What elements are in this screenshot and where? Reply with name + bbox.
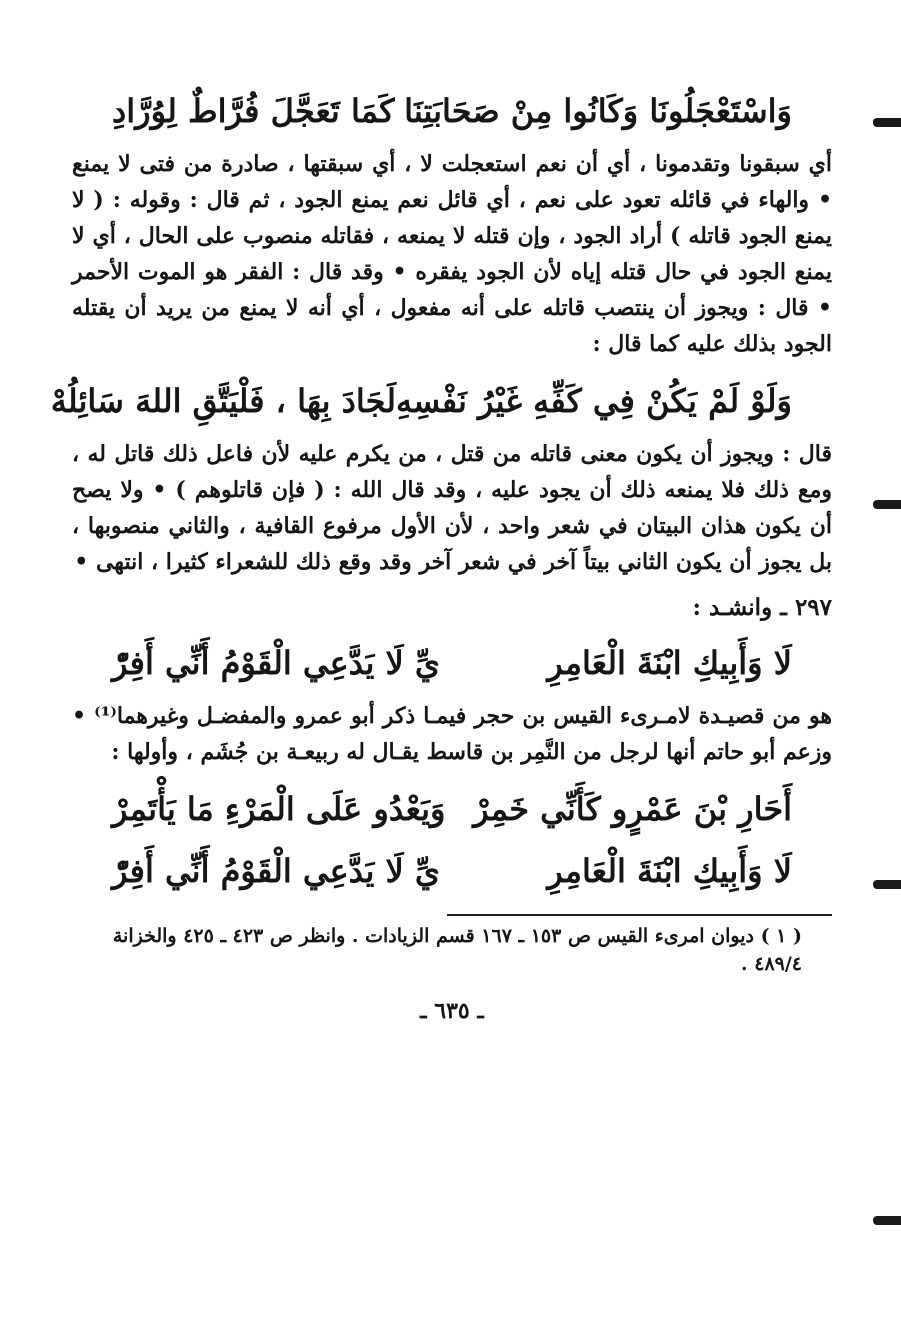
verse-first-hemistich: وَلَوْ لَمْ يَكُنْ فِي كَفِّهِ غَيْرُ نَفْسِهِ bbox=[396, 382, 792, 420]
commentary-paragraph: هو من قصيـدة لامـرىء القيس بن حجر فيمـا ذكر أبو عمرو والمفضـل وغيرهما⁽¹⁾ • وزعم أبو حاتم أنها لرجل من النَّمِر بن قاسط يقـال له ربيعـة بن جُشَم ، وأولها : bbox=[72, 703, 832, 765]
verse-line bbox=[72, 840, 832, 902]
verse-second-hemistich: يِّ لَا يَدَّعِي الْقَوْمُ أَنِّي أَفِرّْ bbox=[112, 852, 440, 890]
margin-mark bbox=[873, 118, 901, 127]
footnote-divider bbox=[447, 914, 832, 916]
verse-second-hemistich: كَمَا تَعَجَّلَ فُرَّاطٌ لِوُرَّادِ bbox=[112, 92, 395, 130]
footnote-divider-wrap bbox=[72, 902, 832, 922]
margin-mark bbox=[873, 1216, 901, 1225]
commentary-paragraph: أي سبقونا وتقدمونا ، أي أن نعم استعجلت لا ، أي سبقتها ، صادرة من فتى لا يمنع • والهاء في قائله تعود على نعم ، أي قائل نعم يمنع الجود ، ثم قال : وقوله : ( لا يمنع الجود قاتله ) أراد الجود ، وإن قتله لا يمنعه ، فقاتله منصوب على الحال ، أي لا يمنع الجود في حال قتله إياه لأن الجود يفقره • وقد قال : الفقر هو الموت الأحمر • قال : ويجوز أن ينتصب قاتله على أنه مفعول ، أي أنه لا يمنع من يريد أن يقتله الجود بذلك عليه كما قال : bbox=[72, 151, 832, 357]
verse-first-hemistich: أَحَارِ بْنَ عَمْرٍو كَأَنِّي خَمِرْ bbox=[473, 790, 792, 828]
margin-mark bbox=[873, 880, 901, 889]
verse-line bbox=[50, 370, 832, 432]
verse-first-hemistich: لَا وَأَبِيكِ ابْنَةَ الْعَامِرِ bbox=[547, 644, 792, 682]
margin-mark bbox=[873, 500, 901, 509]
verse-second-hemistich: يِّ لَا يَدَّعِي الْقَوْمُ أَنِّي أَفِرّْ bbox=[112, 644, 440, 682]
verse-line bbox=[72, 80, 832, 142]
verse-second-hemistich: لَجَادَ بِهَا ، فَلْيَتَّقِ اللهَ سَائِلُهْ bbox=[50, 382, 397, 420]
verse-line bbox=[72, 778, 832, 840]
commentary-paragraph: قال : ويجوز أن يكون معنى قاتله من قتل ، من يكرم عليه لأن فاعل ذلك قاتل له ، ومع ذلك فلا يمنعه ذلك أن يجود عليه ، وقد قال الله : ( فإن قاتلوهم ) • ولا يصح أن يكون هذان البيتان في شعر واحد ، لأن الأول مرفوع القافية ، والثاني منصوبها ، بل يجوز أن يكون الثاني بيتاً آخر في شعر آخر وقد وقع ذلك للشعراء كثيرا ، انتهى • bbox=[72, 441, 832, 575]
document-page bbox=[50, 80, 832, 1024]
page-number: ـ ٦٣٥ ـ bbox=[420, 998, 484, 1024]
verse-second-hemistich: وَيَعْدُو عَلَى الْمَرْءِ مَا يَأْتَمِرْ bbox=[112, 790, 446, 828]
verse-first-hemistich: لَا وَأَبِيكِ ابْنَةَ الْعَامِرِ bbox=[547, 852, 792, 890]
verse-line bbox=[72, 632, 832, 694]
entry-heading: ٢٩٧ ـ وانشـد : bbox=[692, 594, 832, 621]
verse-first-hemistich: وَاسْتَعْجَلُونَا وَكَانُوا مِنْ صَحَابَتِنَا bbox=[404, 92, 792, 130]
footnote: ( ١ ) ديوان امرىء القيس ص ١٥٣ ـ ١٦٧ قسم الزيادات . وانظر ص ٤٢٣ ـ ٤٢٥ والخزانة ٤٨٩/٤ . bbox=[112, 925, 802, 975]
